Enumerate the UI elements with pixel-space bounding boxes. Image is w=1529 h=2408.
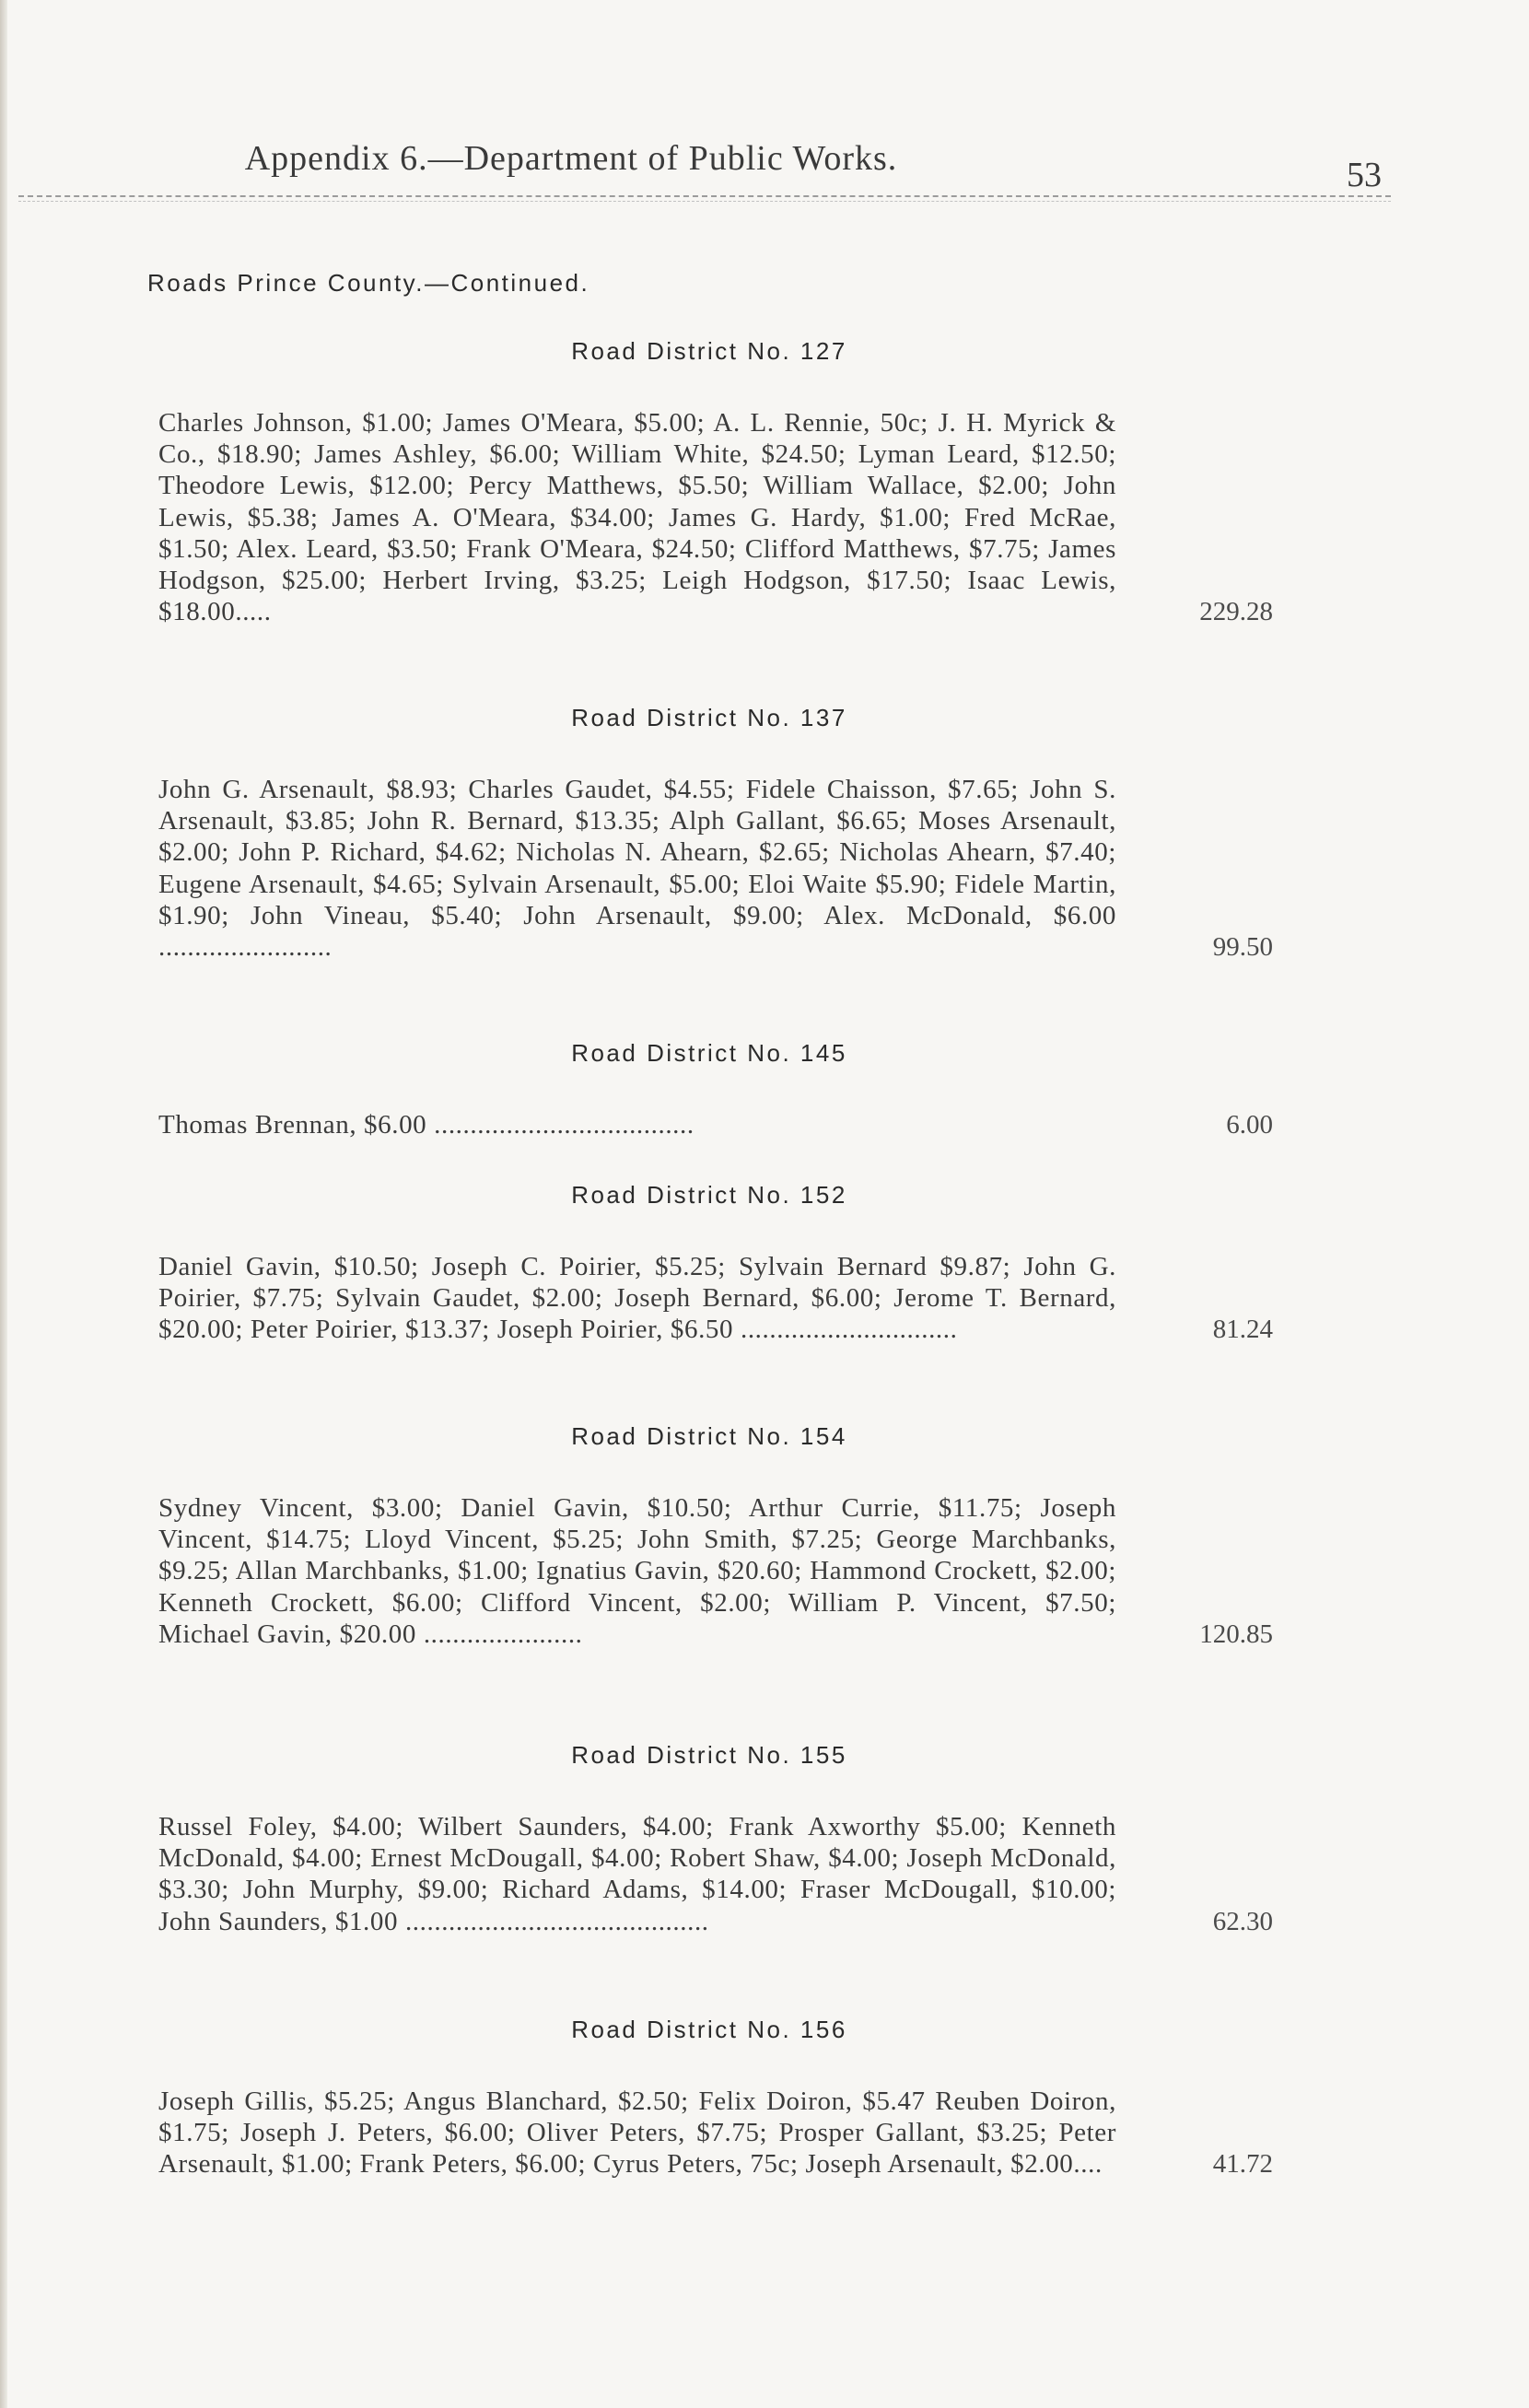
district-body [158,774,1273,963]
header-rule-secondary [18,201,1391,202]
road-district-155 [0,1741,1418,1937]
district-total: 62.30 [1212,1906,1273,1936]
road-district-156 [0,2016,1418,2180]
page-number: 53 [1347,156,1382,194]
page-title: Appendix 6.—Department of Public Works. [244,139,898,178]
district-entries: John G. Arsenault, $8.93; Charles Gaudet, $4.55; Fidele Chaisson, $7.65; John S. Arsenault, $3.85; John R. Bernard, $13.35; Alph Gallant, $6.65; Moses Arsenault, $2.00; John P. Richard, $4.62; Nicholas N. Ahearn, $2.65; Nicholas Ahearn, $7.40; Eugene Arsenault, $4.65; Sylvain Arsenault, $5.00; Eloi Waite $5.90; Fidele Martin, $1.90; John Vineau, $5.40; John Arsenault, $9.00; Alex. McDonald, $6.00 ........................ [158,775,1116,963]
district-entries: Joseph Gillis, $5.25; Angus Blanchard, $2.50; Felix Doiron, $5.47 Reuben Doiron, $1.75; Joseph J. Peters, $6.00; Oliver Peters, $7.75; Prosper Gallant, $3.25; Peter Arsenault, $1.00; Frank Peters, $6.00; Cyrus Peters, 75c; Joseph Arsenault, $2.00.... [158,2087,1116,2180]
district-body [158,1251,1273,1346]
district-entries: Charles Johnson, $1.00; James O'Meara, $5.00; A. L. Rennie, 50c; J. H. Myrick & Co., $18.90; James Ashley, $6.00; William White, $24.50; Lyman Leard, $12.50; Theodore Lewis, $12.00; Percy Matthews, $5.50; William Wallace, $2.00; John Lewis, $5.38; James A. O'Meara, $34.00; James G. Hardy, $1.00; Fred McRae, $1.50; Alex. Leard, $3.50; Frank O'Meara, $24.50; Clifford Matthews, $7.75; James Hodgson, $25.00; Herbert Irving, $3.25; Leigh Hodgson, $17.50; Isaac Lewis, $18.00..... [158,408,1116,627]
district-heading: Road District No. 137 [571,704,847,731]
page-header [0,138,1529,193]
district-total: 120.85 [1199,1619,1273,1649]
road-district-127 [0,337,1418,627]
district-body [158,407,1273,627]
district-heading: Road District No. 155 [571,1741,847,1769]
district-body [158,1492,1273,1650]
district-heading: Road District No. 145 [571,1039,847,1067]
district-entries: Russel Foley, $4.00; Wilbert Saunders, $4.00; Frank Axworthy $5.00; Kenneth McDonald, $4.00; Ernest McDougall, $4.00; Robert Shaw, $4.00; Joseph McDonald, $3.30; John Murphy, $9.00; Richard Adams, $14.00; Fraser McDougall, $10.00; John Saunders, $1.00 .......................................... [158,1812,1116,1936]
district-body [158,1811,1273,1937]
district-body [158,2086,1273,2180]
road-district-137 [0,704,1418,963]
district-total: 229.28 [1199,597,1273,627]
section-heading: Roads Prince County.—Continued. [147,269,590,297]
road-district-152 [0,1181,1418,1346]
district-heading: Road District No. 152 [571,1181,847,1209]
header-rule [18,195,1391,197]
district-heading: Road District No. 154 [571,1422,847,1450]
road-district-145 [0,1039,1418,1140]
road-district-154 [0,1422,1418,1650]
district-entries: Daniel Gavin, $10.50; Joseph C. Poirier, $5.25; Sylvain Bernard $9.87; John G. Poirier, $7.75; Sylvain Gaudet, $2.00; Joseph Bernard, $6.00; Jerome T. Bernard, $20.00; Peter Poirier, $13.37; Joseph Poirier, $6.50 .............................. [158,1252,1116,1345]
district-total: 99.50 [1212,932,1273,963]
district-body [158,1109,1273,1140]
district-heading: Road District No. 156 [571,2016,847,2043]
district-total: 6.00 [1226,1110,1273,1140]
district-entries: Sydney Vincent, $3.00; Daniel Gavin, $10.50; Arthur Currie, $11.75; Joseph Vincent, $14.75; Lloyd Vincent, $5.25; John Smith, $7.25; George Marchbanks, $9.25; Allan Marchbanks, $1.00; Ignatius Gavin, $20.60; Hammond Crockett, $2.00; Kenneth Crockett, $6.00; Clifford Vincent, $2.00; William P. Vincent, $7.50; Michael Gavin, $20.00 ...................... [158,1493,1116,1649]
district-heading: Road District No. 127 [571,337,847,365]
district-total: 41.72 [1212,2149,1273,2180]
district-entries: Thomas Brennan, $6.00 .................................... [158,1110,694,1140]
district-total: 81.24 [1212,1315,1273,1345]
